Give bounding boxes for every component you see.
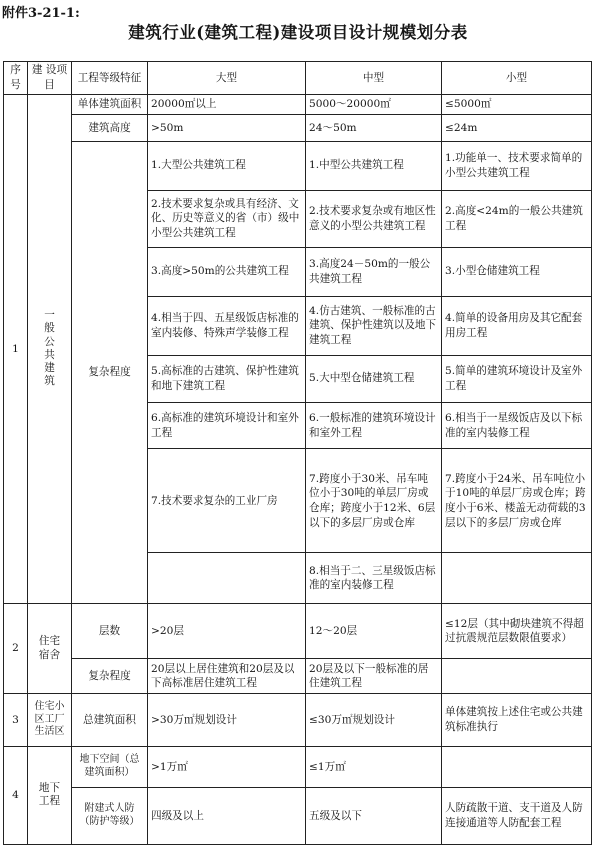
g2-category-text: 住宅宿舍 [38, 635, 61, 661]
g2-category [28, 604, 72, 694]
g1-complexity-medium-7: 7.跨度小于30米、吊车吨位小于30吨的单层厂房或仓库；跨度小于12米、6层以下的多层厂房或仓库 [306, 449, 442, 553]
g1-complexity-small-8 [442, 553, 592, 604]
g1-complexity-medium-4: 4.仿古建筑、一般标准的古建筑、保护性建筑以及地下建筑工程 [306, 296, 442, 355]
g1-height-large: >50m [148, 115, 306, 142]
header-small: 小型 [442, 62, 592, 95]
g1-area-label: 单体建筑面积 [72, 94, 148, 114]
table-row [4, 115, 592, 142]
g1-number: 1 [4, 94, 28, 604]
g3-number: 3 [4, 694, 28, 747]
g2-complexity-small [442, 659, 592, 694]
g1-area-small: ≤5000㎡ [442, 94, 592, 114]
g1-height-small: ≤24m [442, 115, 592, 142]
g1-complexity-medium-5: 5.大中型仓储建筑工程 [306, 355, 442, 402]
g1-complexity-small-2: 2.高度<24m的一般公共建筑工程 [442, 190, 592, 247]
g4-civil-large: 四级及以上 [148, 787, 306, 844]
g1-category [28, 94, 72, 604]
g1-complexity-medium-1: 1.中型公共建筑工程 [306, 141, 442, 190]
g1-complexity-small-3: 3.小型仓储建筑工程 [442, 247, 592, 296]
g1-complexity-small-1: 1.功能单一、技术要求简单的小型公共建筑工程 [442, 141, 592, 190]
g4-category-text: 地下工程 [38, 782, 61, 808]
g1-complexity-large-1: 1.大型公共建筑工程 [148, 141, 306, 190]
table-row [4, 604, 592, 659]
g2-complexity-label: 复杂程度 [72, 659, 148, 694]
header-medium: 中型 [306, 62, 442, 95]
g4-civil-small: 人防疏散干道、支干道及人防连接通道等人防配套工程 [442, 787, 592, 844]
g1-complexity-large-6: 6.高标准的建筑环境设计和室外工程 [148, 402, 306, 449]
table-row [4, 694, 592, 747]
g4-category [28, 747, 72, 845]
g4-number: 4 [4, 747, 28, 845]
g2-floors-small: ≤12层（其中砌块建筑不得超过抗震规范层数限值要求） [442, 604, 592, 659]
g1-complexity-medium-3: 3.高度24－50m的一般公共建筑工程 [306, 247, 442, 296]
g2-number: 2 [4, 604, 28, 694]
g1-complexity-large-2: 2.技术要求复杂或具有经济、文化、历史等意义的省（市）级中小型公共建筑工程 [148, 190, 306, 247]
g1-complexity-small-5: 5.简单的建筑环境设计及室外工程 [442, 355, 592, 402]
g2-complexity-large: 20层以上居住建筑和20层及以下高标准居住建筑工程 [148, 659, 306, 694]
g3-area-label: 总建筑面积 [72, 694, 148, 747]
g2-floors-label: 层数 [72, 604, 148, 659]
g1-complexity-medium-6: 6.一般标准的建筑环境设计和室外工程 [306, 402, 442, 449]
g1-complexity-large-7: 7.技术要求复杂的工业厂房 [148, 449, 306, 553]
g4-space-medium: ≤1万㎡ [306, 747, 442, 788]
g1-complexity-small-4: 4.简单的设备用房及其它配套用房工程 [442, 296, 592, 355]
g1-complexity-small-7: 7.跨度小于24米、吊车吨位小于10吨的单层厂房或仓库；跨度小于6米、楼盖无动荷载的3层以下的多层厂房或仓库 [442, 449, 592, 553]
header-feature: 工程等级特征 [72, 62, 148, 95]
g3-category-text: 住宅小区工厂生活区 [34, 701, 65, 738]
g1-complexity-medium-8: 8.相当于二、三星级饭店标准的室内装修工程 [306, 553, 442, 604]
g1-complexity-large-8 [148, 553, 306, 604]
g2-complexity-medium: 20层及以下一般标准的居住建筑工程 [306, 659, 442, 694]
g4-space-large: >1万㎡ [148, 747, 306, 788]
g4-civil-label: 附建式人防（防护等级） [72, 787, 148, 844]
design-scale-table [3, 61, 592, 845]
g3-area-small: 单体建筑按上述住宅或公共建筑标准执行 [442, 694, 592, 747]
table-header-row [4, 62, 592, 95]
g1-complexity-medium-2: 2.技术要求复杂或有地区性意义的小型公共建筑工程 [306, 190, 442, 247]
g4-space-label: 地下空间（总建筑面积） [72, 747, 148, 788]
table-row [4, 787, 592, 844]
g1-complexity-large-5: 5.高标准的古建筑、保护性建筑和地下建筑工程 [148, 355, 306, 402]
table-row [4, 659, 592, 694]
g1-height-medium: 24～50m [306, 115, 442, 142]
g4-civil-medium: 五级及以下 [306, 787, 442, 844]
table-row [4, 94, 592, 114]
header-large: 大型 [148, 62, 306, 95]
header-category: 建 设项 目 [28, 62, 72, 95]
g1-complexity-large-4: 4.相当于四、五星级饭店标准的室内装修、特殊声学装修工程 [148, 296, 306, 355]
g1-height-label: 建筑高度 [72, 115, 148, 142]
table-row [4, 141, 592, 190]
g2-floors-medium: 12～20层 [306, 604, 442, 659]
annex-number: 附件3-21-1: [2, 6, 80, 21]
table-row [4, 747, 592, 788]
g3-area-large: >30万㎡规划设计 [148, 694, 306, 747]
g3-area-medium: ≤30万㎡规划设计 [306, 694, 442, 747]
header-no: 序号 [4, 62, 28, 95]
g1-complexity-large-3: 3.高度>50m的公共建筑工程 [148, 247, 306, 296]
g1-category-text: 一般公共建筑 [44, 309, 55, 388]
g2-floors-large: >20层 [148, 604, 306, 659]
g1-complexity-small-6: 6.相当于一星级饭店及以下标准的室内装修工程 [442, 402, 592, 449]
g4-space-small [442, 747, 592, 788]
g1-area-large: 20000㎡以上 [148, 94, 306, 114]
g3-category [28, 694, 72, 747]
document-title: 建筑行业(建筑工程)建设项目设计规模划分表 [128, 23, 468, 42]
g1-area-medium: 5000～20000㎡ [306, 94, 442, 114]
g1-complexity-label: 复杂程度 [72, 141, 148, 604]
